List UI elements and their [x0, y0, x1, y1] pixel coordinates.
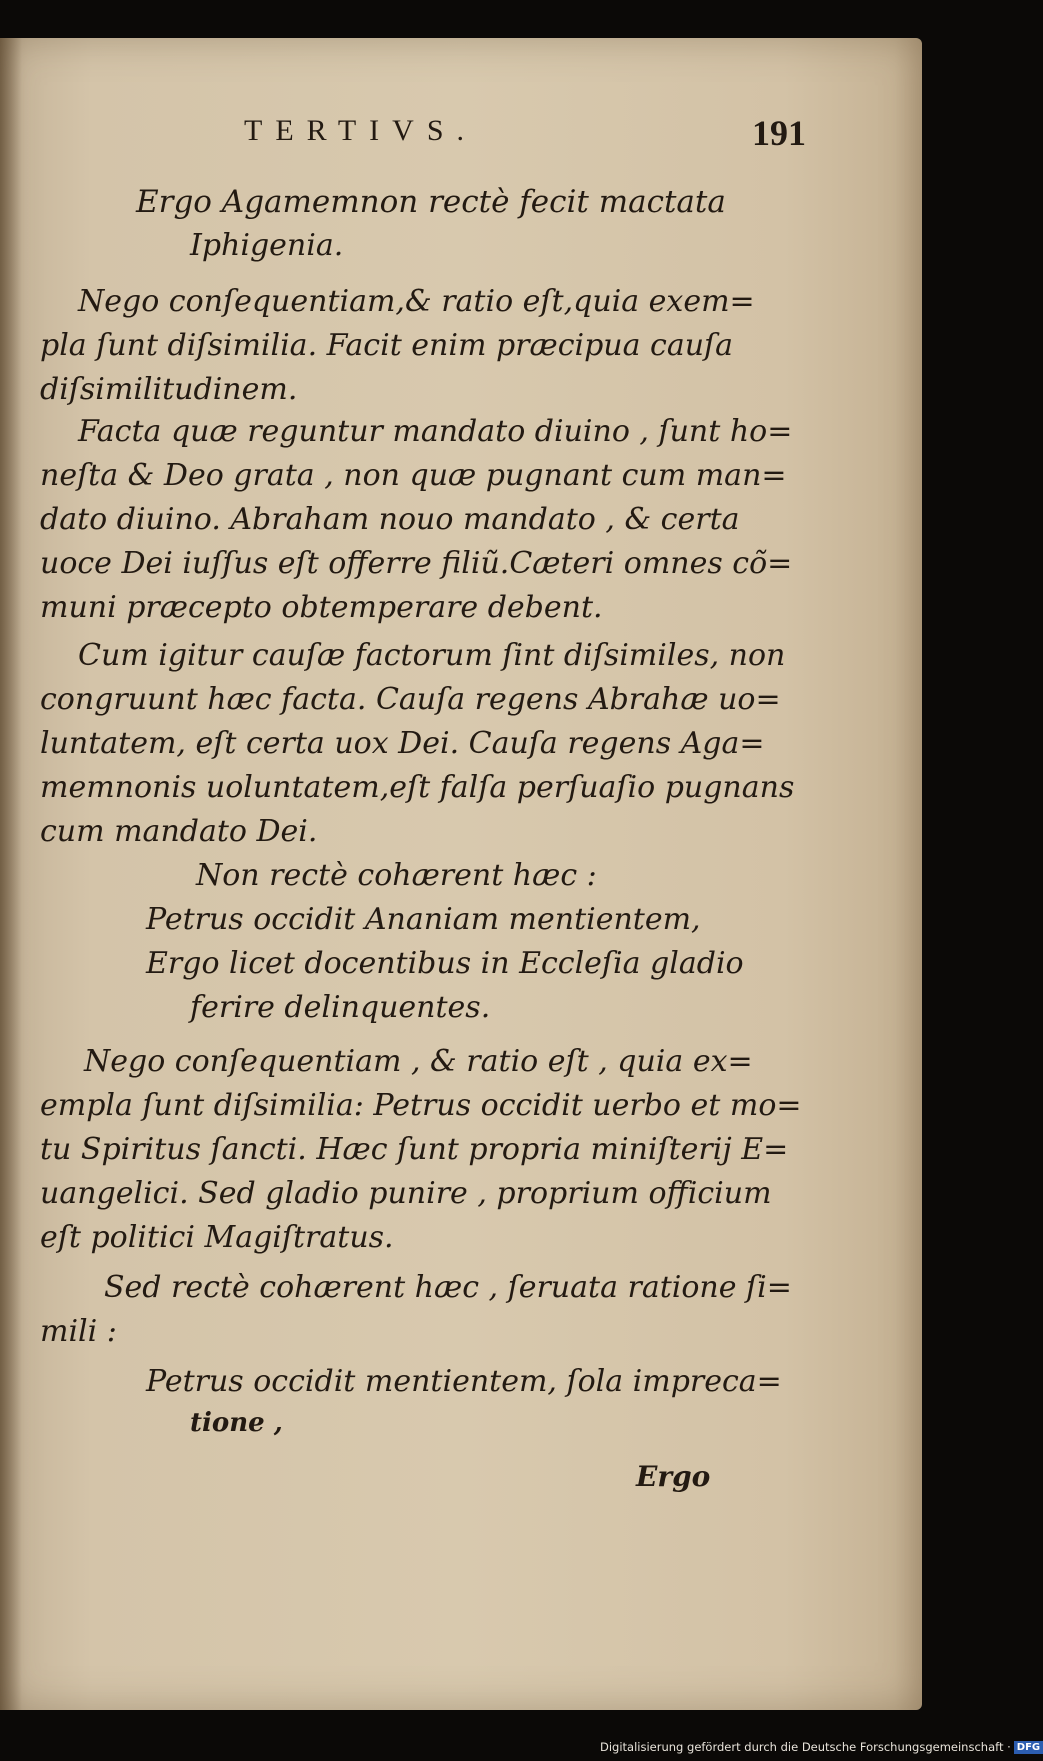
text-line: Cum igitur cauſæ factorum ſint diſsimiles, non: [78, 638, 786, 673]
text-line: tu Spiritus ſancti. Hæc ſunt propria miniſterij E=: [40, 1132, 789, 1167]
text-line: uoce Dei iuſſus eſt offerre filiũ.Cæteri omnes cõ=: [40, 546, 793, 581]
text-line: cum mandato Dei.: [40, 814, 318, 849]
text-line: Nego conſequentiam,& ratio eſt,quia exem=: [78, 284, 755, 319]
text-line: uangelici. Sed gladio punire , proprium officium: [40, 1176, 772, 1211]
text-line: memnonis uoluntatem,eſt falſa perſuaſio pugnans: [40, 770, 795, 805]
text-line: Facta quæ reguntur mandato diuino , ſunt ho=: [78, 414, 793, 449]
text-line: Iphigenia.: [190, 228, 344, 263]
text-line: mili :: [40, 1314, 117, 1349]
text-line: eſt politici Magiſtratus.: [40, 1220, 394, 1255]
page-number: 191: [752, 113, 806, 153]
text-line: luntatem, eſt certa uox Dei. Cauſa regens Aga=: [40, 726, 765, 761]
catchword: Ergo: [636, 1460, 711, 1493]
dfg-logo: DFG: [1014, 1741, 1043, 1754]
text-line: Ergo licet docentibus in Eccleſia gladio: [146, 946, 744, 981]
credit-text: Digitalisierung gefördert durch die Deutsche Forschungsgemeinschaft ·: [600, 1740, 1011, 1754]
text-line: Nego conſequentiam , & ratio eſt , quia ex=: [84, 1044, 753, 1079]
text-line: Sed rectè cohærent hæc , ſeruata ratione ſi=: [104, 1270, 792, 1305]
text-line: dato diuino. Abraham nouo mandato , & certa: [40, 502, 740, 537]
text-line: ferire delinquentes.: [190, 990, 491, 1025]
text-line: Ergo Agamemnon rectè fecit mactata: [136, 184, 726, 220]
text-line: pla ſunt diſsimilia. Facit enim præcipua cauſa: [40, 328, 734, 363]
text-line: neſta & Deo grata , non quæ pugnant cum man=: [40, 458, 787, 493]
book-page: [0, 38, 922, 1710]
text-line: Non rectè cohærent hæc :: [196, 858, 597, 893]
text-line: tione ,: [190, 1408, 283, 1438]
text-line: Petrus occidit Ananiam mentientem,: [146, 902, 701, 937]
text-line: muni præcepto obtemperare debent.: [40, 590, 603, 625]
text-line: empla ſunt diſsimilia: Petrus occidit uerbo et mo=: [40, 1088, 802, 1123]
text-line: diſsimilitudinem.: [40, 372, 298, 407]
text-line: Petrus occidit mentientem, ſola impreca=: [146, 1364, 782, 1399]
text-line: congruunt hæc facta. Cauſa regens Abrahæ uo=: [40, 682, 781, 717]
digitization-credit: [600, 1740, 1043, 1758]
running-head: TERTIVS.: [244, 114, 478, 147]
